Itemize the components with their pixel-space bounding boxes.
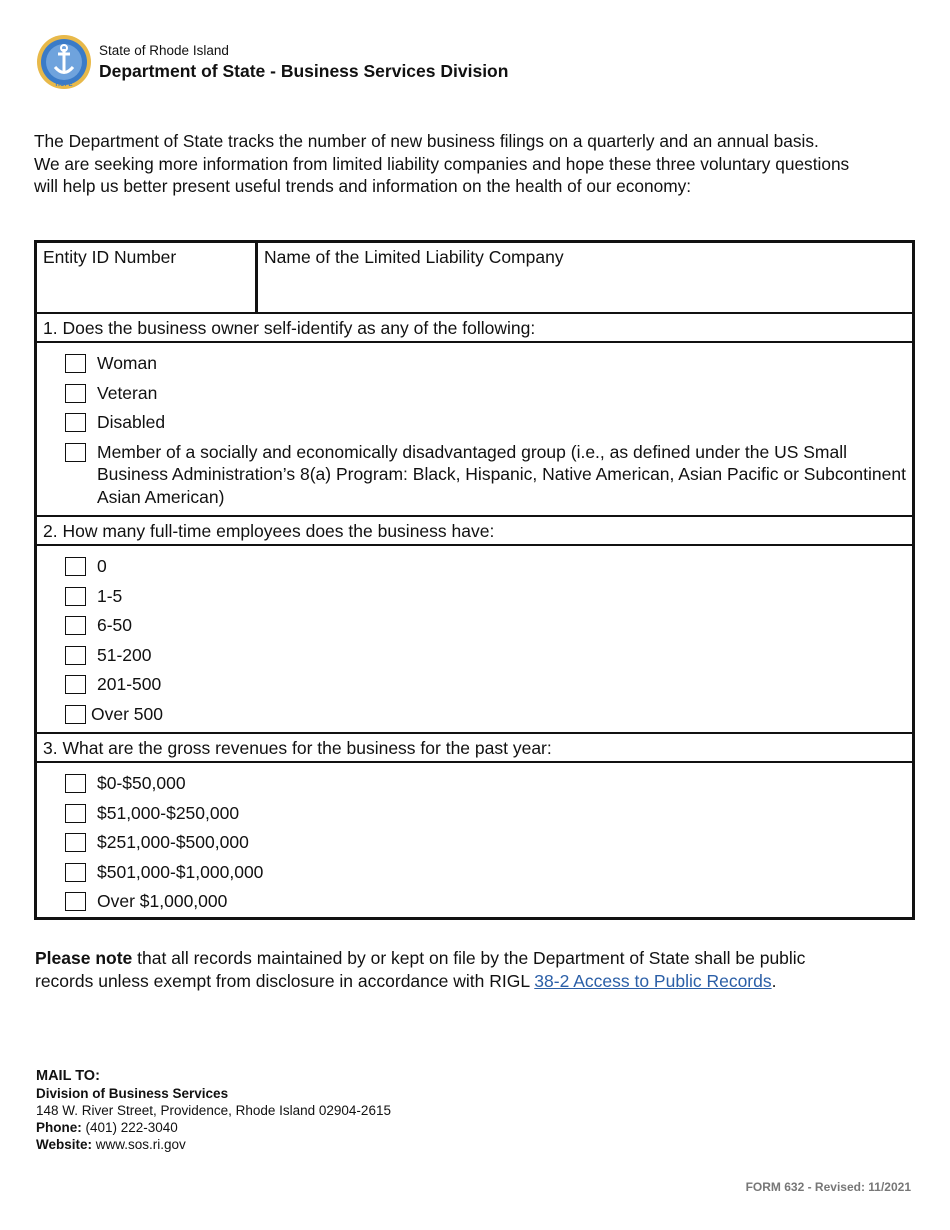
- checkbox[interactable]: [65, 384, 86, 403]
- checkbox[interactable]: [65, 354, 86, 373]
- survey-form: [34, 240, 915, 920]
- option-revenue-0-50k[interactable]: $0-$50,000: [65, 772, 912, 795]
- checkbox[interactable]: [65, 675, 86, 694]
- option-employees-51-200[interactable]: 51-200: [65, 644, 912, 667]
- intro-line: The Department of State tracks the number of new business filings on a quarterly and an annual basis.: [34, 131, 819, 151]
- question-2: 2. How many full-time employees does the business have:: [37, 517, 912, 546]
- entity-row: [37, 243, 912, 314]
- option-revenue-251k-500k[interactable]: $251,000-$500,000: [65, 831, 912, 854]
- question-3-options: [37, 763, 912, 913]
- question-3: 3. What are the gross revenues for the business for the past year:: [37, 734, 912, 763]
- option-veteran[interactable]: Veteran: [65, 382, 912, 405]
- mail-to-block: [36, 1068, 391, 1153]
- website-label: Website:: [36, 1137, 93, 1152]
- note-text: that all records maintained by or kept on file by the Department of State shall be public: [132, 948, 806, 968]
- question-2-options: [37, 546, 912, 734]
- option-employees-6-50[interactable]: 6-50: [65, 614, 912, 637]
- option-employees-0[interactable]: 0: [65, 555, 912, 578]
- state-name: State of Rhode Island: [99, 42, 229, 58]
- rhode-island-seal-icon: [36, 34, 92, 90]
- entity-id-field[interactable]: [37, 243, 258, 312]
- question-1-options: [37, 343, 912, 517]
- option-revenue-over-1m[interactable]: Over $1,000,000: [65, 890, 912, 913]
- checkbox[interactable]: [65, 833, 86, 852]
- note-bold: Please note: [35, 948, 133, 968]
- public-records-link[interactable]: 38-2 Access to Public Records: [534, 970, 772, 991]
- form-id: FORM 632 - Revised: 11/2021: [745, 1180, 911, 1194]
- mail-to-title: MAIL TO:: [36, 1068, 100, 1084]
- checkbox[interactable]: [65, 587, 86, 606]
- division-name: Division of Business Services: [36, 1086, 229, 1101]
- company-name-label: Name of the Limited Liability Company: [264, 247, 564, 267]
- option-revenue-501k-1m[interactable]: $501,000-$1,000,000: [65, 861, 912, 884]
- option-disabled[interactable]: Disabled: [65, 411, 912, 434]
- option-employees-201-500[interactable]: 201-500: [65, 673, 912, 696]
- seal-motto: HOPE: [55, 82, 73, 88]
- checkbox[interactable]: [65, 705, 86, 724]
- option-disadvantaged-group[interactable]: Member of a socially and economically disadvantaged group (i.e., as defined under the US Small Business Administration’s 8(a) Program: Black, Hispanic, Native American, Asian Pacific or Subcontinent Asian American): [65, 441, 912, 509]
- option-employees-over-500[interactable]: Over 500: [65, 703, 912, 726]
- checkbox[interactable]: [65, 774, 86, 793]
- option-revenue-51k-250k[interactable]: $51,000-$250,000: [65, 802, 912, 825]
- public-records-note: [35, 947, 915, 992]
- checkbox[interactable]: [65, 863, 86, 882]
- option-employees-1-5[interactable]: 1-5: [65, 585, 912, 608]
- mail-address: 148 W. River Street, Providence, Rhode Island 02904-2615: [36, 1103, 391, 1118]
- department-title: Department of State - Business Services Division: [99, 60, 509, 81]
- page-header: [36, 34, 508, 90]
- checkbox[interactable]: [65, 557, 86, 576]
- question-1: 1. Does the business owner self-identify as any of the following:: [37, 314, 912, 343]
- phone-label: Phone:: [36, 1120, 82, 1135]
- option-woman[interactable]: Woman: [65, 352, 912, 375]
- company-name-field[interactable]: [258, 243, 570, 312]
- checkbox[interactable]: [65, 413, 86, 432]
- intro-line: We are seeking more information from limited liability companies and hope these three voluntary questions: [34, 153, 850, 174]
- intro-line: will help us better present useful trends and information on the health of our economy:: [34, 176, 692, 196]
- note-text: records unless exempt from disclosure in accordance with RIGL: [35, 970, 535, 991]
- checkbox[interactable]: [65, 804, 86, 823]
- phone-number: (401) 222-3040: [81, 1120, 178, 1135]
- intro-paragraph: [34, 130, 924, 198]
- checkbox[interactable]: [65, 443, 86, 462]
- note-end: .: [771, 970, 777, 991]
- checkbox[interactable]: [65, 892, 86, 911]
- website-url: www.sos.ri.gov: [92, 1137, 186, 1152]
- checkbox[interactable]: [65, 646, 86, 665]
- entity-id-label: Entity ID Number: [43, 247, 177, 267]
- checkbox[interactable]: [65, 616, 86, 635]
